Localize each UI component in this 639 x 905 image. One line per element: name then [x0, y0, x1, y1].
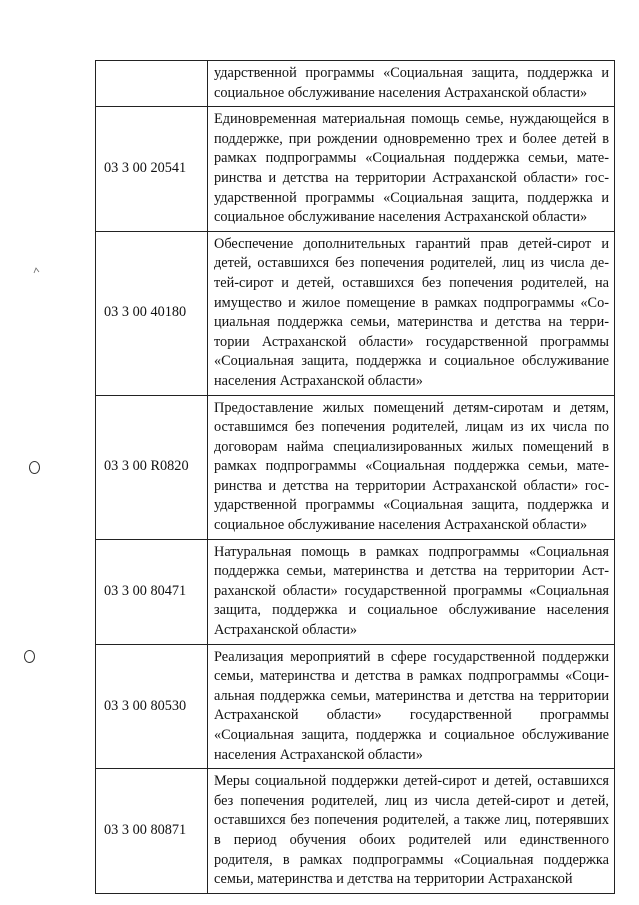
- row-code: [96, 61, 208, 107]
- row-code: 03 3 00 80530: [96, 644, 208, 769]
- table-row: [96, 395, 615, 539]
- table-row: [96, 231, 615, 395]
- row-code: 03 3 00 20541: [96, 107, 208, 232]
- table-row: [96, 644, 615, 769]
- row-description: Натуральная помощь в рамках подпрограммы «Социальная поддержка семьи, материнства и детства на территории Астраханской области» государственной программы «Социальная защита, поддержка и социальное обслуживание населения Астраханской области»: [208, 539, 615, 644]
- table-row: [96, 769, 615, 894]
- punch-hole-icon: [24, 650, 35, 663]
- row-code: 03 3 00 40180: [96, 231, 208, 395]
- row-description: Предоставление жилых помещений детям-сиротам и детям, оставшимся без попечения родителей, лицам из их числа по договорам найма специализированных жилых помещений в рамках подпрограммы «Социальная поддержка семьи, материнства и детства на территории Астраханской области» государственной программы «Социальная защита, поддержка и социальное обслуживание населения Астраханской области»: [208, 395, 615, 539]
- stray-mark-icon: [33, 267, 40, 274]
- table-row: [96, 539, 615, 644]
- row-code: 03 3 00 80871: [96, 769, 208, 894]
- table-row: [96, 107, 615, 232]
- budget-classification-table: [95, 60, 615, 894]
- row-code: 03 3 00 R0820: [96, 395, 208, 539]
- row-description: Единовременная материальная помощь семье, нуждающейся в поддержке, при рождении одновременно трех и более детей в рамках подпрограммы «Социальная поддержка семьи, материнства и детства на территории Астраханской области» государственной программы «Социальная защита, поддержка и социальное обслуживание населения Астраханской области»: [208, 107, 615, 232]
- row-description: ударственной программы «Социальная защита, поддержка и социальное обслуживание населения Астраханской области»: [208, 61, 615, 107]
- table-row: [96, 61, 615, 107]
- row-description: Обеспечение дополнительных гарантий прав детей-сирот и детей, оставшихся без попечения родителей, лиц из числа детей-сирот и детей, оставшихся без попечения родителей, на имущество и жилое помещение в рамках подпрограммы «Социальная поддержка семьи, материнства и детства на территории Астраханской области» государственной программы «Социальная защита, поддержка и социальное обслуживание населения Астраханской области»: [208, 231, 615, 395]
- row-description: Меры социальной поддержки детей-сирот и детей, оставшихся без попечения родителей, лиц из числа детей-сирот и детей, оставшихся без попечения родителей, а также лиц, потерявших в период обучения обоих родителей или единственного родителя, в рамках подпрограммы «Социальная поддержка семьи, материнства и детства на территории Астраханской: [208, 769, 615, 894]
- row-description: Реализация мероприятий в сфере государственной поддержки семьи, материнства и детства в рамках подпрограммы «Социальная поддержка семьи, материнства и детства на территории Астраханской области» государственной программы «Социальная защита, поддержка и социальное обслуживание населения Астраханской области»: [208, 644, 615, 769]
- punch-hole-icon: [29, 461, 40, 474]
- row-code: 03 3 00 80471: [96, 539, 208, 644]
